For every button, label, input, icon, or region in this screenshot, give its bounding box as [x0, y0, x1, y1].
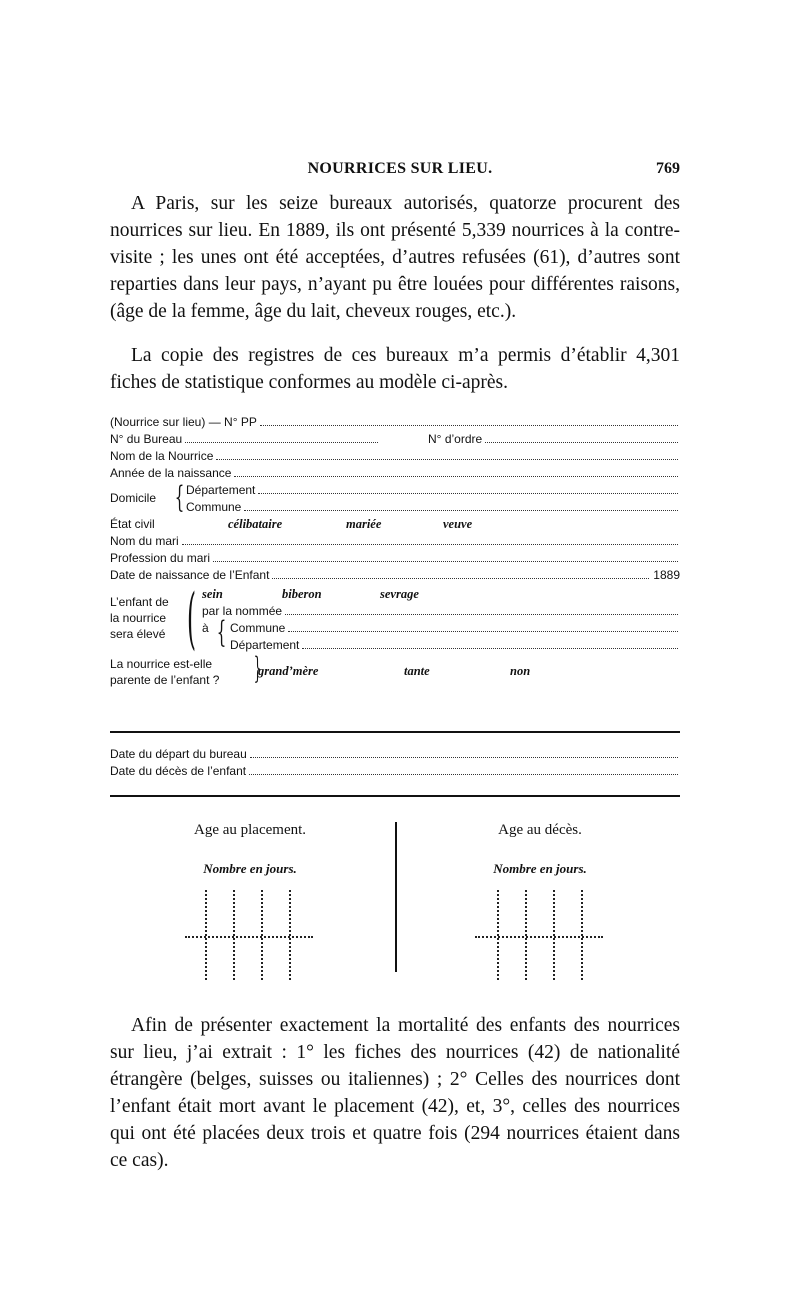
brace-glyph: (	[187, 580, 197, 657]
form-label-eleve-3: sera élevé	[110, 627, 166, 641]
form-label-naissance-enfant: Date de naissance de l’Enfant	[110, 568, 270, 582]
form-label-eleve-2: la nourrice	[110, 611, 167, 625]
age-deces-column	[400, 822, 680, 877]
option-biberon: biberon	[282, 587, 322, 601]
horizontal-rule	[110, 731, 680, 733]
dotted-leader	[485, 442, 678, 443]
dotted-leader	[216, 459, 678, 460]
form-label-eleve-1: L’enfant de	[110, 595, 169, 609]
form-domicile-group	[110, 482, 680, 516]
form-label-nom-nourrice: Nom de la Nourrice	[110, 449, 214, 463]
form-label-domicile: Domicile	[110, 491, 157, 505]
dotted-leader	[182, 544, 678, 545]
form-line-departement	[186, 482, 680, 499]
dotted-leader	[285, 614, 678, 615]
form-line-commune2	[230, 620, 680, 637]
form-line-nom-nourrice	[110, 448, 680, 465]
form-label-parente-2: parente de l’enfant ?	[110, 673, 220, 687]
dotted-leader	[213, 561, 678, 562]
brace-glyph: {	[216, 615, 227, 650]
form-line-annee	[110, 465, 680, 482]
dotted-leader	[244, 510, 678, 511]
form-label-annee: Année de la naissance	[110, 466, 232, 480]
dotted-leader	[234, 476, 678, 477]
option-sevrage: sevrage	[380, 587, 419, 601]
option-celibataire: célibataire	[228, 517, 283, 531]
dotted-leader	[249, 774, 678, 775]
form-label-bureau: N° du Bureau	[110, 432, 183, 446]
option-tante: tante	[404, 664, 430, 678]
form-eleve-group	[110, 580, 680, 657]
form-label-commune: Commune	[186, 500, 242, 514]
form-line-etat-civil	[110, 516, 680, 533]
form-label-profession-mari: Profession du mari	[110, 551, 211, 565]
form-label-deces: Date du décès de l’enfant	[110, 764, 247, 778]
form-label-pp: (Nourrice sur lieu) — N° PP	[110, 415, 257, 429]
dotted-leader	[250, 757, 678, 758]
form-line-profession-mari	[110, 550, 680, 567]
age-deces-title: Age au décès.	[498, 822, 582, 838]
age-placement-subtitle: Nombre en jours.	[203, 861, 297, 876]
option-sein: sein	[202, 587, 223, 601]
dotted-leader	[185, 442, 378, 443]
age-deces-grid	[475, 890, 605, 980]
form-label-departement: Département	[186, 483, 256, 497]
dotted-leader	[258, 493, 678, 494]
paragraph-3: Afin de présenter exactement la mortalité des enfants des nourrices sur lieu, j’ai extrait : 1° les fiches des nourrices (42) de nationalité étrangère (belges, suisses ou italiennes) ; 2° Celles des nourrices dont l’enfant était mort avant le placement (42), et, 3°, celles des nourrices qui ont été placées deux trois et quatre fois (294 nourrices étaient dans ce cas).	[110, 1015, 680, 1171]
form-line-allaitement	[202, 586, 680, 603]
option-mariee: mariée	[346, 517, 382, 531]
form-label-depart: Date du départ du bureau	[110, 747, 247, 761]
option-non: non	[510, 664, 531, 678]
form-line-bureau	[110, 431, 680, 448]
form-label-a: à	[202, 621, 209, 635]
form-label-parente-1: La nourrice est-elle	[110, 657, 213, 671]
form-value-annee-enfant: 1889	[653, 568, 680, 582]
horizontal-rule	[110, 795, 680, 797]
brace-glyph: {	[174, 480, 185, 515]
age-placement-column	[110, 822, 390, 877]
age-placement-grid	[185, 890, 315, 980]
vertical-separator	[395, 822, 397, 972]
dotted-leader	[288, 631, 678, 632]
form-label-nommee: par la nommée	[202, 604, 283, 618]
form-line-pp	[110, 414, 680, 431]
dotted-leader	[260, 425, 678, 426]
age-placement-title: Age au placement.	[193, 822, 307, 838]
paragraph-2: La copie des registres de ces bureaux m’a permis d’établir 4,301 fiches de statistique conformes au modèle ci-après.	[110, 345, 680, 393]
form-line-depart	[110, 746, 680, 763]
form-dates	[110, 746, 680, 780]
form-line-nom-mari	[110, 533, 680, 550]
form-label-nom-mari: Nom du mari	[110, 534, 179, 548]
dotted-leader	[272, 578, 649, 579]
form-label-commune2: Commune	[230, 621, 286, 635]
running-header-title: NOURRICES SUR LIEU.	[307, 160, 493, 177]
form-line-nommee	[202, 603, 680, 620]
form-label-etat-civil: État civil	[110, 517, 155, 531]
page-number: 769	[656, 160, 680, 177]
option-grand-mere: grand’mère	[258, 664, 319, 678]
statistic-form	[110, 414, 680, 696]
age-deces-subtitle: Nombre en jours.	[493, 861, 587, 876]
dotted-leader	[302, 648, 678, 649]
form-line-deces	[110, 763, 680, 780]
form-label-departement2: Département	[230, 638, 300, 652]
form-line-departement2	[230, 637, 680, 654]
form-parente-group	[110, 651, 680, 696]
form-line-commune	[186, 499, 680, 516]
paragraph-1: A Paris, sur les seize bureaux autorisés, quatorze procurent des nourrices sur lieu. En 1889, ils ont présenté 5,339 nourrices à la contre-visite ; les unes ont été acceptées, d’autres refusées (61), d’autres sont reparties dans leur pays, n’ayant pu être louées pour différentes raisons, (âge de la femme, âge du lait, cheveux rouges, etc.).	[110, 193, 680, 322]
form-label-ordre: N° d’ordre	[428, 432, 483, 446]
brace-glyph: }	[253, 651, 262, 686]
option-veuve: veuve	[443, 517, 473, 531]
